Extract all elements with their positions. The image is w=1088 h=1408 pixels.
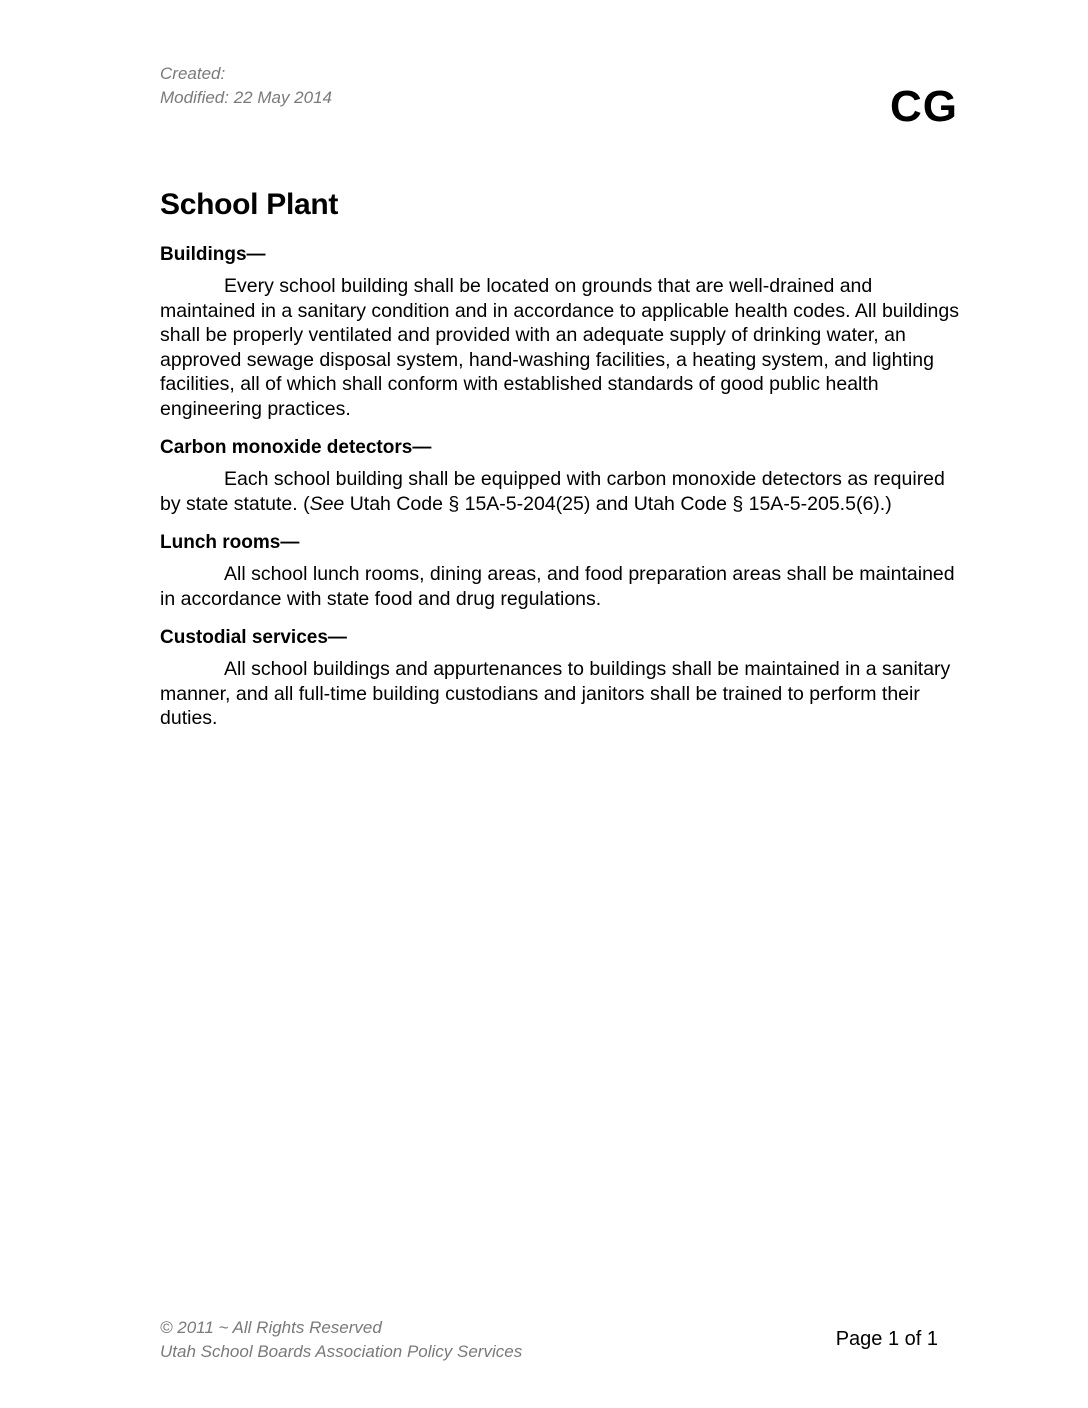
publisher-name: Utah School Boards Association Policy Services	[160, 1342, 523, 1361]
section-heading: Buildings—	[160, 244, 266, 265]
modified-date: Modified: 22 May 2014	[160, 88, 332, 107]
footer-attribution	[160, 1316, 522, 1364]
section-heading: Custodial services—	[160, 627, 347, 648]
policy-code: CG	[890, 82, 958, 131]
citation-signal: See	[309, 492, 345, 515]
paragraph-text: Each school building shall be equipped with carbon monoxide detectors as required by state statute. (	[160, 468, 945, 515]
section-paragraph	[160, 467, 960, 516]
section-lunch-rooms	[160, 532, 960, 611]
section-heading: Carbon monoxide detectors—	[160, 437, 432, 458]
page-number: Page 1 of 1	[835, 1328, 938, 1350]
document-body	[160, 188, 960, 747]
section-paragraph: Every school building shall be located on grounds that are well-drained and maintained in a sanitary condition and in accordance to applicable health codes. All buildings shall be properly ventilated and provided with an adequate supply of drinking water, an approved sewage disposal system, hand-washing facilities, a heating system, and lighting facilities, all of which shall conform with established standards of good public health engineering practices.	[160, 275, 959, 420]
copyright-notice: © 2011 ~ All Rights Reserved	[160, 1318, 382, 1337]
created-label: Created:	[160, 64, 226, 83]
section-carbon-monoxide-detectors	[160, 437, 960, 516]
statute-citation: Utah Code § 15A-5-204(25) and Utah Code § 15A-5-205.5(6).)	[344, 492, 892, 515]
section-custodial-services	[160, 627, 960, 731]
document-metadata	[160, 62, 332, 110]
section-heading: Lunch rooms—	[160, 532, 300, 553]
section-paragraph: All school buildings and appurtenances to buildings shall be maintained in a sanitary manner, and all full-time building custodians and janitors shall be trained to perform their duties.	[160, 658, 951, 729]
section-buildings	[160, 244, 960, 421]
page-title: School Plant	[160, 188, 339, 221]
section-paragraph: All school lunch rooms, dining areas, and food preparation areas shall be maintained in accordance with state food and drug regulations.	[160, 563, 955, 610]
